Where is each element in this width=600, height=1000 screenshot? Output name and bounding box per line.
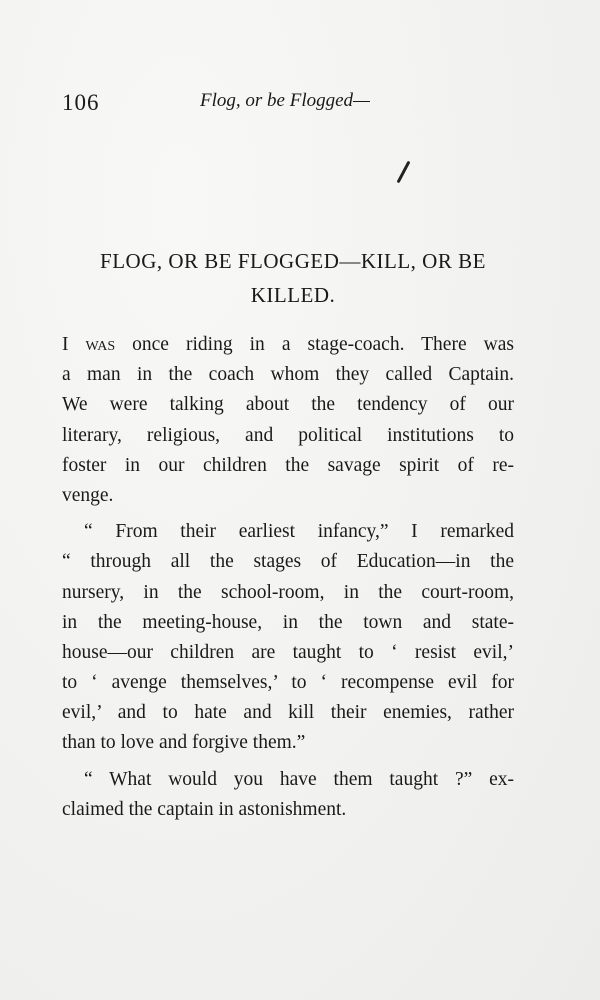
text-line: claimed the captain in astonishment. — [62, 798, 347, 820]
text-line: venge. — [62, 484, 114, 506]
paragraph-lead: I was — [62, 334, 116, 355]
paragraph-1 — [62, 330, 514, 511]
text-line: literary, religious, and political institutions to — [62, 424, 514, 446]
text-line: a man in the coach whom they called Captain. — [62, 364, 514, 386]
body-text — [62, 330, 514, 825]
text-line: house—our children are taught to ‘ resist evil,’ — [62, 641, 514, 663]
running-head — [62, 90, 522, 120]
text-line: “ What would you have them taught ?” ex- — [84, 768, 514, 790]
paragraph-3 — [62, 765, 514, 825]
page-number: 106 — [62, 90, 100, 115]
text-line: “ through all the stages of Education—in the — [62, 551, 514, 573]
text-line: to ‘ avenge themselves,’ to ‘ recompense evil for — [62, 672, 514, 694]
text-line: “ From their earliest infancy,” I remarked — [84, 521, 514, 543]
text-line: nursery, in the school-room, in the court-room, — [62, 581, 514, 603]
ink-mark — [397, 161, 411, 184]
chapter-title-line-2: KILLED. — [250, 283, 336, 307]
running-title: Flog, or be Flogged— — [200, 90, 370, 111]
text-line: I was once riding in a stage-coach. There was — [62, 334, 514, 355]
text-line: in the meeting-house, in the town and state- — [62, 611, 514, 633]
text-line: foster in our children the savage spirit of re- — [62, 454, 514, 476]
text-line: We were talking about the tendency of our — [62, 394, 514, 416]
paragraph-2 — [62, 517, 514, 759]
chapter-title-line-1: FLOG, OR BE FLOGGED—KILL, OR BE — [100, 249, 486, 273]
chapter-title — [58, 244, 528, 312]
text-line: than to love and forgive them.” — [62, 732, 306, 754]
text-line: evil,’ and to hate and kill their enemies, rather — [62, 702, 514, 724]
